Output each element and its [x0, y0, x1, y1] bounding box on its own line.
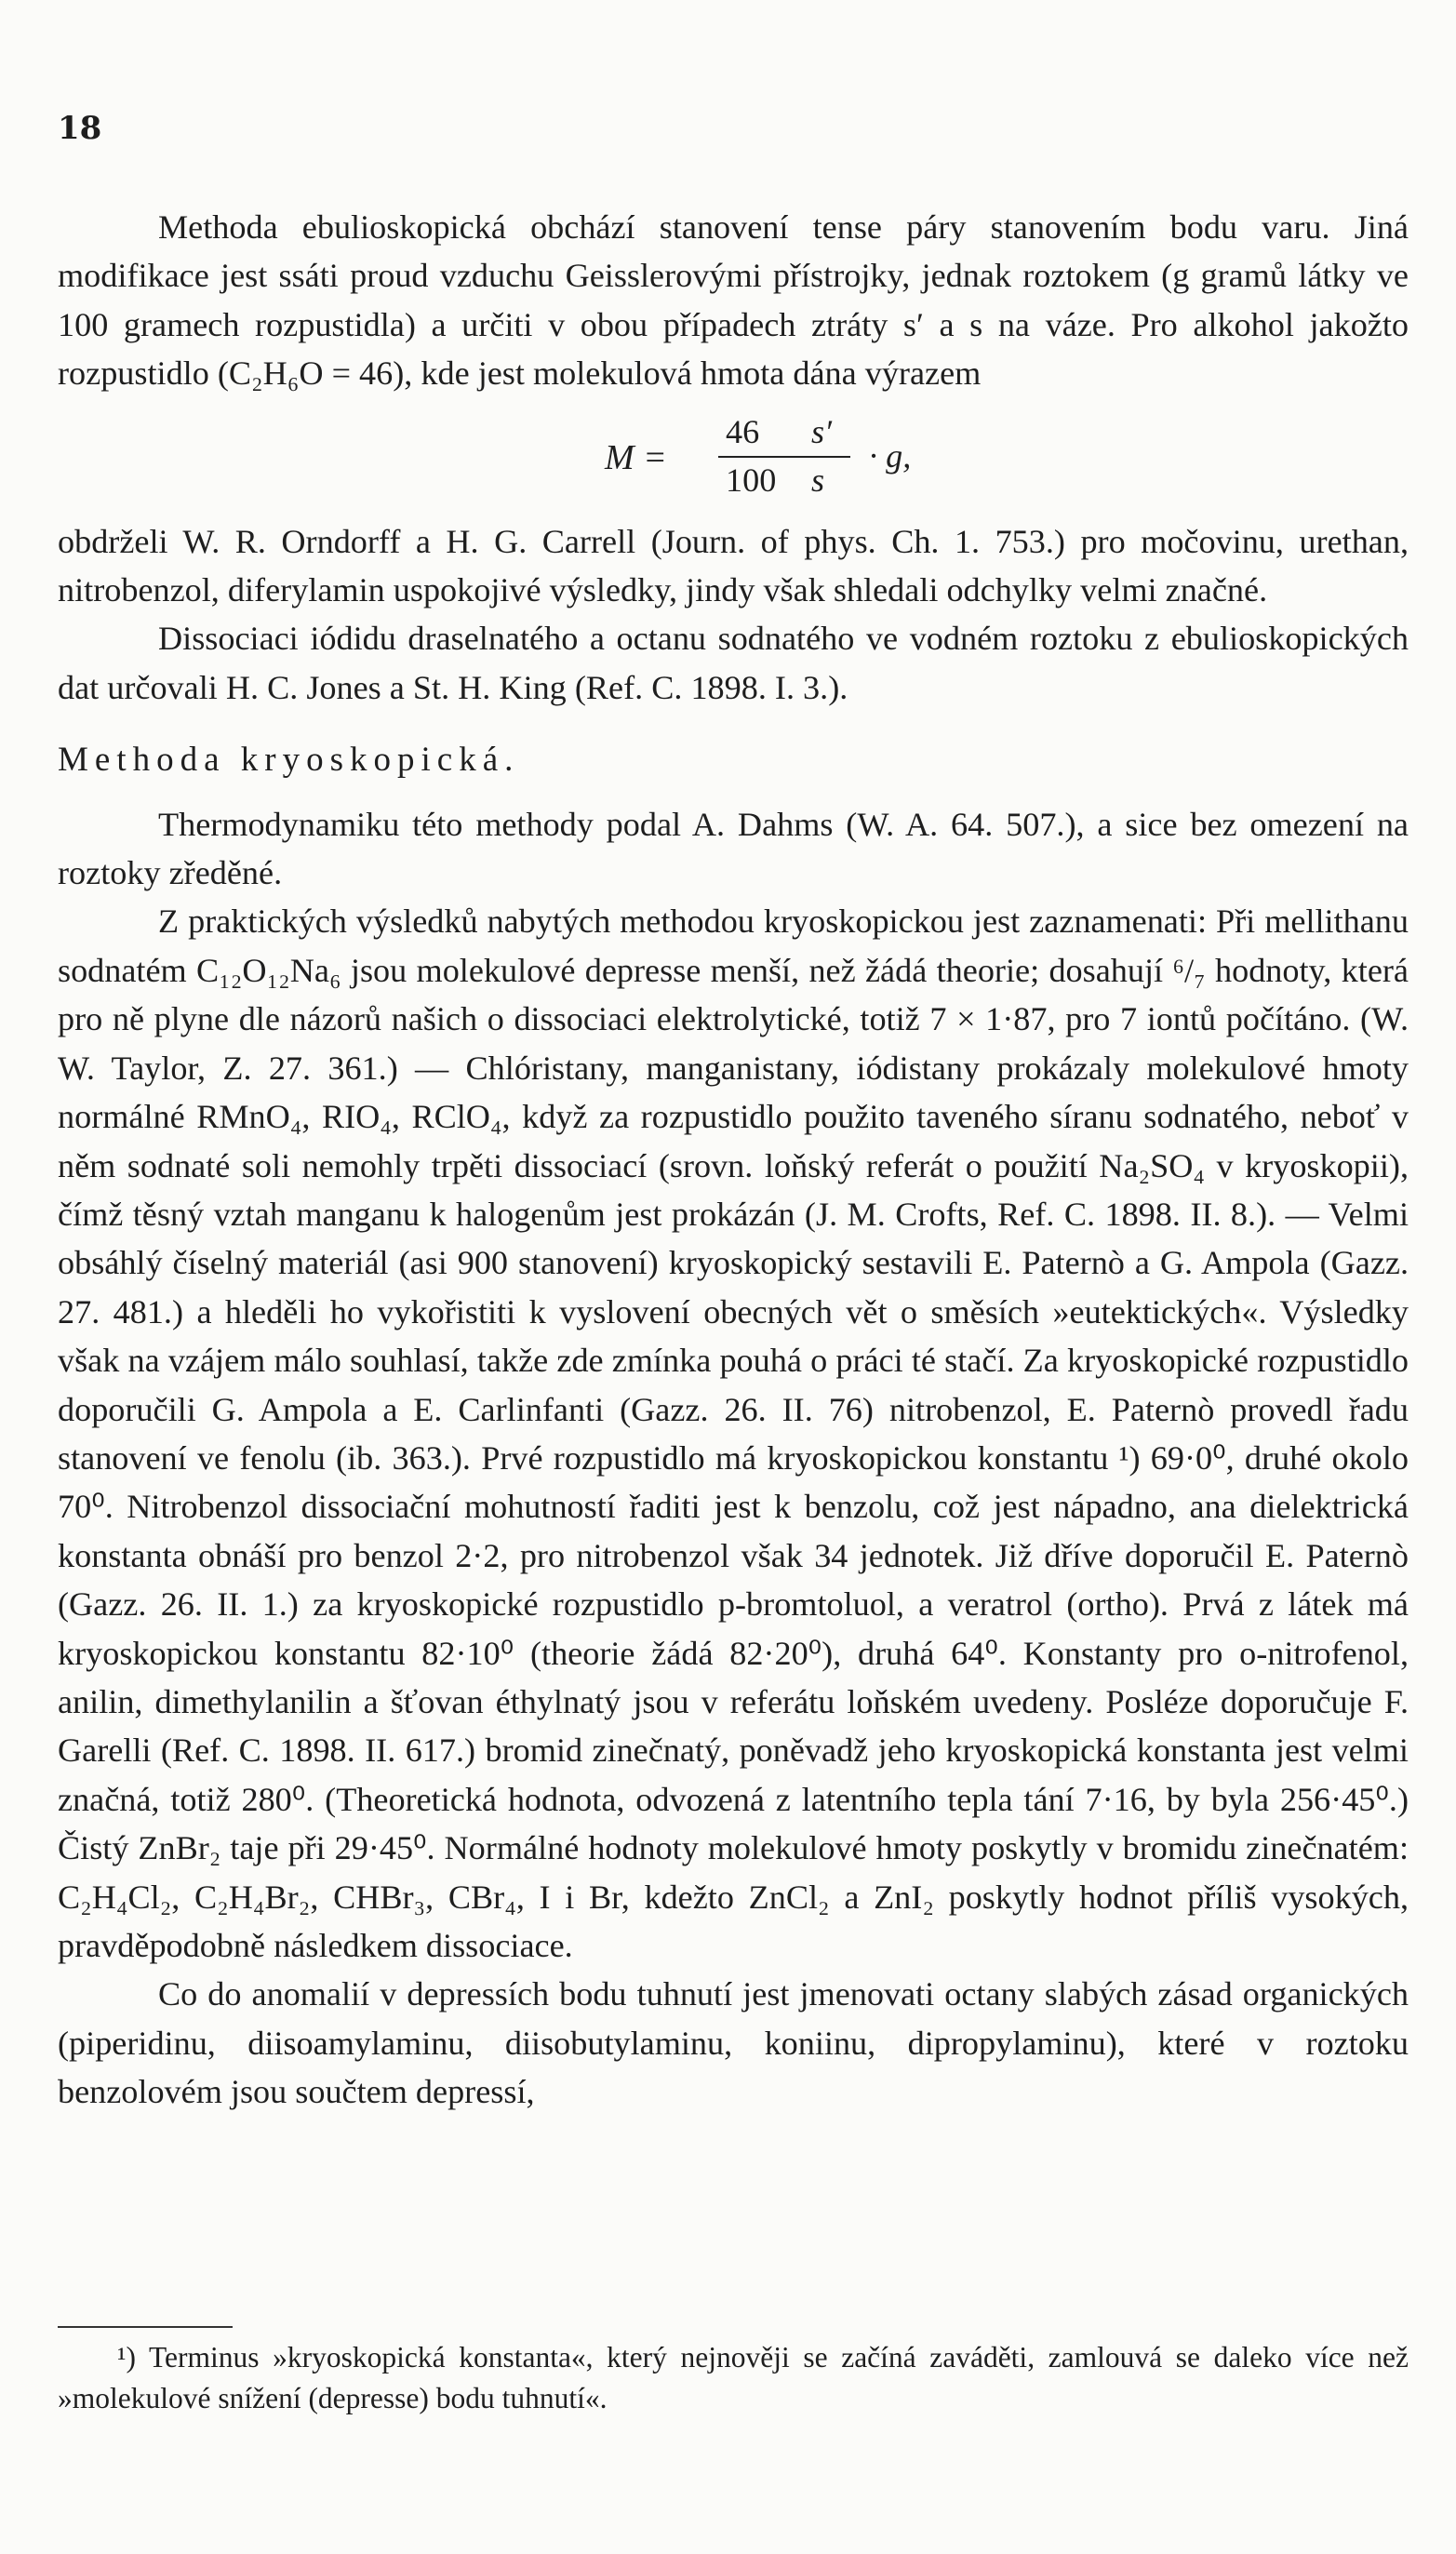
footnote-text: ¹) Terminus »kryoskopická konstanta«, který nejnověji se začíná zaváděti, zamlouvá se daleko více než »molekulové snížení (depresse) bodu tuhnutí«. — [58, 2341, 1409, 2414]
footnote — [58, 2337, 1409, 2419]
paragraph-jones-king: Dissociaci iódidu draselnatého a octanu sodnatého ve vodném roztoku z ebulioskopických dat určovali H. C. Jones a St. H. King (Ref. C. 1898. I. 3.). — [58, 620, 1409, 706]
section-heading: Methoda kryoskopická. — [58, 741, 520, 780]
paragraph-ebullioscopy: Methoda ebulioskopická obchází stanovení tense páry stanovením bodu varu. Jiná modifikace jest ssáti proud vzduchu Geisslerovými přístrojky, jednak roztokem (g gramů látky ve 100 gramech rozpustidla) a určiti v obou případech ztráty s′ a s na váze. Pro alkohol jakožto rozpustidlo (C₂H₆O = 46), kde jest molekulová hmota dána výrazem — [58, 208, 1409, 393]
paragraph-cryoscopic-results: Z praktických výsledků nabytých methodou kryoskopickou jest zaznamenati: Při mellithanu sodnatém C₁₂O₁₂Na₆ jsou molekulové depresse menší, než žádá theorie; dosahují ⁶/₇ hodnoty, která pro ně plyne dle názorů našich o dissociaci elektrolytické, totiž 7 × 1·87, pro 7 iontů počítáno. (W. W. Taylor, Z. 27. 361.) — Chlóristany, manganistany, iódistany prokázaly molekulové hmoty normálné RMnO₄, RIO₄, RClO₄, když za rozpustidlo použito taveného síranu sodnatého, neboť v něm sodnaté soli nemohly trpěti dissociací (srovn. loňský referát o použití Na₂SO₄ v kryoskopii), čímž těsný vztah manganu k halogenům jest prokázán (J. M. Crofts, Ref. C. 1898. II. 8.). — Velmi obsáhlý číselný materiál (asi 900 stanovení) kryoskopický sestavili E. Paternò a G. Ampola (Gazz. 27. 481.) a hleděli ho vykořistiti k vyslovení obecných vět o směsích »eutektických«. Výsledky však na vzájem málo souhlasí, takže zde zmínka pouhá o práci té stačí. Za kryoskopické rozpustidlo doporučili G. Ampola a E. Carlinfanti (Gazz. 26. II. 76) nitrobenzol, E. Paternò provedl řadu stanovení ve fenolu (ib. 363.). Prvé rozpustidlo má kryoskopickou konstantu ¹) 69·0⁰, druhé okolo 70⁰. Nitrobenzol dissociační mohutností řaditi jest k benzolu, což jest nápadno, ana dielektrická konstanta obnáší pro benzol 2·2, pro nitrobenzol však 34 jednotek. Již dříve doporučil E. Paternò (Gazz. 26. II. 1.) za kryoskopické rozpustidlo p-bromtoluol, a veratrol (ortho). Prvá z látek má kryoskopickou konstantu 82·10⁰ (theorie žádá 82·20⁰), druhá 64⁰. Konstanty pro o-nitrofenol, anilin, dimethylanilin a šťovan éthylnatý jsou v referátu loňském uvedeny. Posléze doporučuje F. Garelli (Ref. C. 1898. II. 617.) bromid zinečnatý, poněvadž jeho kryoskopická konstanta jest velmi značná, totiž 280⁰. (Theoretická hodnota, odvozená z latentního tepla tání 7·16, by byla 256·45⁰.) Čistý ZnBr₂ taje při 29·45⁰. Normálné hodnoty molekulové hmoty poskytly v bromidu zinečnatém: C₂H₄Cl₂, C₂H₄Br₂, CHBr₃, CBr₄, I i Br, kdežto ZnCl₂ a ZnI₂ poskytly hodnot příliš vysokých, pravděpodobně následkem dissociace. — [58, 903, 1409, 1964]
formula-numerator: 46 — [726, 412, 760, 450]
paragraph-orndorff: obdrželi W. R. Orndorff a H. G. Carrell (Journ. of phys. Ch. 1. 753.) pro močovinu, urethan, nitrobenzol, diferylamin uspokojivé výsledky, jindy však shledali odchylky velmi značné. — [58, 522, 1409, 609]
formula-s-prime: s′ — [811, 412, 832, 450]
footnote-divider — [58, 2326, 233, 2328]
formula-s: s — [811, 461, 825, 499]
page-number: 18 — [58, 110, 102, 147]
body-text — [58, 203, 1409, 2117]
formula-rest: · g, — [869, 436, 912, 475]
molecular-mass-formula — [58, 408, 1409, 510]
paragraph-dahms: Thermodynamiku této methody podal A. Dahms (W. A. 64. 507.), a sice bez omezení na roztoky zředěné. — [58, 805, 1409, 892]
paragraph-anomalies: Co do anomalií v depressích bodu tuhnutí jest jmenovati octany slabých zásad organických (piperidinu, diisoamylaminu, diisobutylaminu, koniinu, dipropylaminu), které v roztoku benzolovém jsou součtem depressí, — [58, 1975, 1409, 2111]
formula-lhs: M = — [605, 437, 667, 477]
formula-denominator: 100 — [726, 461, 777, 499]
